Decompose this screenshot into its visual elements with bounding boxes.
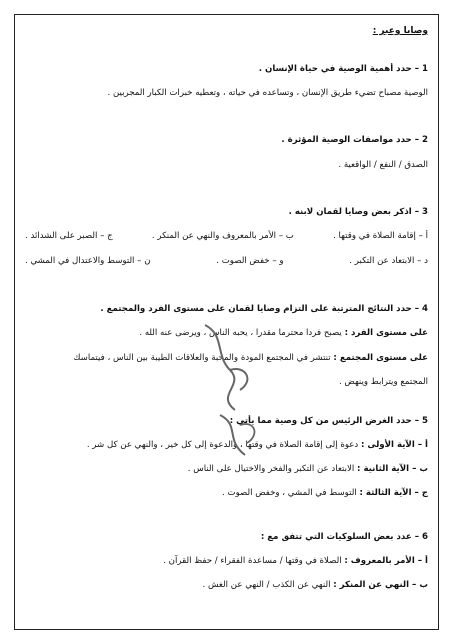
q5-item-a <box>25 439 428 451</box>
q3-row-1 <box>25 230 428 242</box>
q3-item-a: أ – إقامة الصلاة في وقتها . <box>333 231 428 241</box>
q4-individual-text: يصبح فردا محترما مقدرا ، يحبه الناس ، ويرضى عنه الله . <box>139 328 342 338</box>
q3-item-f: ن – التوسط والاعتدال في المشي . <box>25 256 151 266</box>
q3-heading: 3 – اذكر بعض وصايا لقمان لابنه . <box>288 207 428 217</box>
q5-c-label: ج – الآية الثالثة : <box>359 488 428 498</box>
worksheet-frame <box>14 14 439 630</box>
q3-item-d: د – الابتعاد عن التكبر . <box>349 256 428 266</box>
q4-heading: 4 – حدد النتائج المترتبة على التزام وصايا لقمان على مستوى الفرد والمجتمع . <box>100 304 428 314</box>
q4-society-text: تنتشر في المجتمع المودة والمحبة والعلاقات الطيبة بين الناس ، فيتماسك <box>73 353 331 363</box>
q5-a-label: أ – الآية الأولى : <box>360 440 428 450</box>
q6-a-text: الصلاة في وقتها / مساعدة الفقراء / حفظ القرآن . <box>163 556 342 566</box>
q1-answer: الوصية مصباح تضيء طريق الإنسان ، وتساعده في حياته ، وتعطيه خبرات الكبار المجربين . <box>107 88 428 98</box>
q2-answer: الصدق / النفع / الواقعية . <box>338 160 428 170</box>
q4-individual-label: على مستوى الفرد : <box>344 328 428 338</box>
q6-a-label: أ – الأمر بالمعروف : <box>344 556 428 566</box>
q6-heading: 6 – عدد بعض السلوكيات التي تتفق مع : <box>260 532 428 542</box>
q5-item-c <box>25 487 428 499</box>
q2-heading: 2 – حدد مواصفات الوصية المؤثرة . <box>281 135 428 145</box>
q6-item-a <box>25 555 428 567</box>
q6-b-label: ب – النهي عن المنكر : <box>333 580 428 590</box>
q3-item-b: ب – الأمر بالمعروف والنهي عن المنكر . <box>151 231 294 241</box>
q4-individual <box>25 327 428 339</box>
q6-b-text: النهي عن الكذب / النهي عن الغش . <box>202 580 331 590</box>
q3-item-c: ج – الصبر على الشدائد . <box>25 231 113 241</box>
q5-heading: 5 – حدد الغرض الرئيس من كل وصية مما يأتي : <box>229 416 428 426</box>
q1-heading: 1 – حدد أهمية الوصية في حياة الإنسان . <box>258 64 428 74</box>
q3-item-e: و – خفض الصوت . <box>216 256 284 266</box>
q5-item-b <box>25 463 428 475</box>
q5-b-label: ب – الآية الثانية : <box>357 464 428 474</box>
q3-row-2 <box>25 255 428 267</box>
q4-society-label: على مستوى المجتمع : <box>333 353 428 363</box>
q5-a-text: دعوة إلى إقامة الصلاة في وقتها ، والدعوة إلى كل خير ، والنهي عن كل شر . <box>86 440 359 450</box>
q5-b-text: الابتعاد عن التكبر والفخر والاختيال على الناس . <box>187 464 355 474</box>
q6-item-b <box>25 579 428 591</box>
page-title: وصايا وعبر : <box>372 26 428 36</box>
q4-society <box>25 352 428 364</box>
q4-society-cont: المجتمع ويترابط وينهض . <box>338 377 428 387</box>
q5-c-text: التوسط في المشي ، وخفض الصوت . <box>222 488 357 498</box>
